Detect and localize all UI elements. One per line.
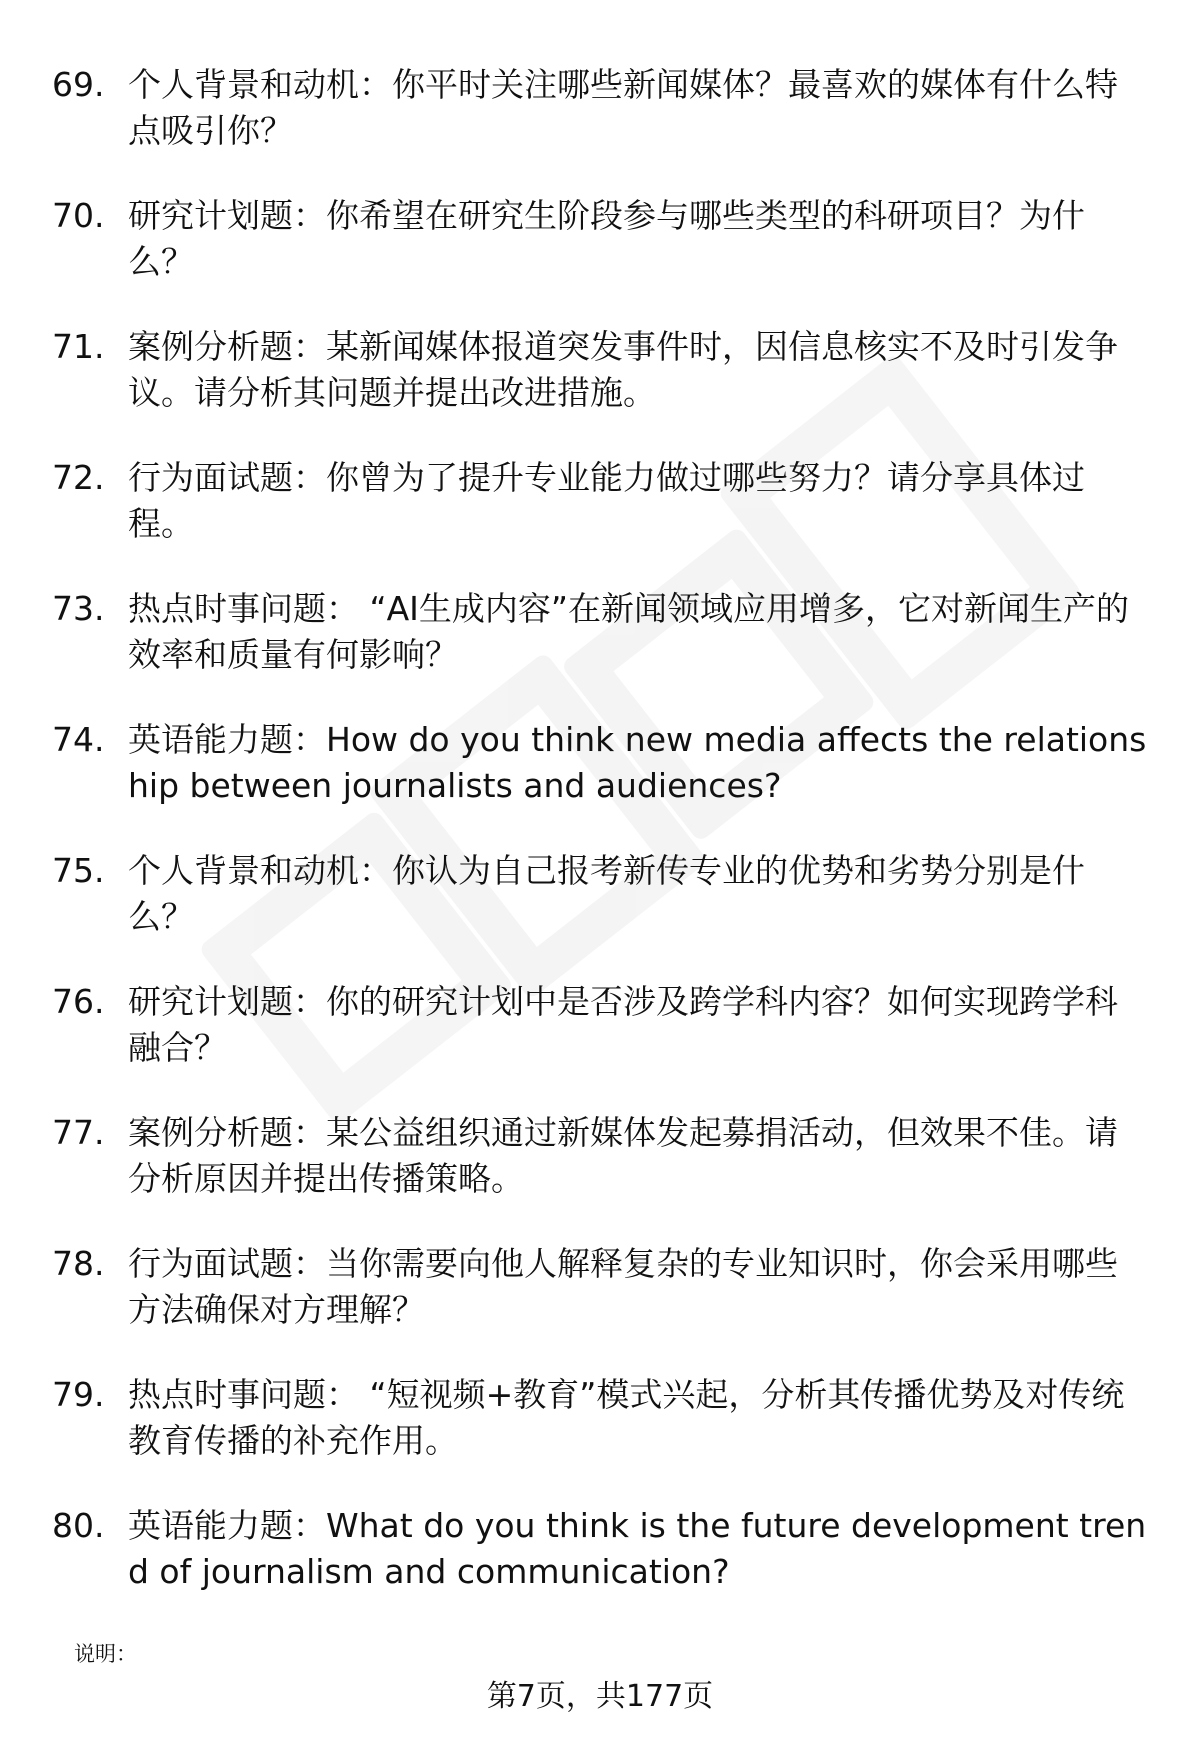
question-number: 75. (52, 851, 105, 890)
question-text: 行为面试题：你曾为了提升专业能力做过哪些努力？请分享具体过程。 (128, 458, 1085, 543)
question-item (0, 191, 1200, 322)
question-text: 个人背景和动机：你平时关注哪些新闻媒体？最喜欢的媒体有什么特点吸引你？ (128, 65, 1118, 150)
question-item (0, 846, 1200, 977)
question-number: 71. (52, 327, 105, 366)
question-item (0, 1370, 1200, 1501)
question-text: 热点时事问题： “AI生成内容”在新闻领域应用增多，它对新闻生产的效率和质量有何影响？ (128, 589, 1129, 674)
note-label: 说明： (74, 1642, 137, 1666)
question-text: 研究计划题：你的研究计划中是否涉及跨学科内容？如何实现跨学科融合？ (128, 982, 1118, 1067)
question-number: 76. (52, 982, 105, 1021)
question-item (0, 1239, 1200, 1370)
question-item (0, 1501, 1200, 1632)
page-footer: 第7页，共177页 (486, 1679, 714, 1714)
question-item (0, 453, 1200, 584)
question-list (0, 60, 1200, 1632)
question-number: 73. (52, 589, 105, 628)
question-number: 77. (52, 1113, 105, 1152)
question-text: 热点时事问题： “短视频+教育”模式兴起，分析其传播优势及对传统教育传播的补充作用。 (128, 1375, 1125, 1460)
question-item (0, 322, 1200, 453)
question-number: 80. (52, 1506, 105, 1545)
question-text: 行为面试题：当你需要向他人解释复杂的专业知识时，你会采用哪些方法确保对方理解？ (128, 1244, 1118, 1329)
question-number: 78. (52, 1244, 105, 1283)
question-item (0, 60, 1200, 191)
question-text: 案例分析题：某新闻媒体报道突发事件时，因信息核实不及时引发争议。请分析其问题并提出改进措施。 (128, 327, 1118, 412)
question-number: 72. (52, 458, 105, 497)
question-number: 79. (52, 1375, 105, 1414)
question-text: 英语能力题：What do you think is the future development trend of journalism and communication? (128, 1506, 1147, 1591)
question-number: 70. (52, 196, 105, 235)
question-text: 研究计划题：你希望在研究生阶段参与哪些类型的科研项目？为什么？ (128, 196, 1085, 281)
question-item (0, 584, 1200, 715)
question-number: 69. (52, 65, 105, 104)
question-item (0, 977, 1200, 1108)
question-text: 个人背景和动机：你认为自己报考新传专业的优势和劣势分别是什么？ (128, 851, 1085, 936)
question-number: 74. (52, 720, 105, 759)
question-item (0, 1108, 1200, 1239)
question-text: 英语能力题：How do you think new media affects the relationship between journalists and audiences? (128, 720, 1147, 805)
question-text: 案例分析题：某公益组织通过新媒体发起募捐活动，但效果不佳。请分析原因并提出传播策略。 (128, 1113, 1118, 1198)
question-item (0, 715, 1200, 846)
